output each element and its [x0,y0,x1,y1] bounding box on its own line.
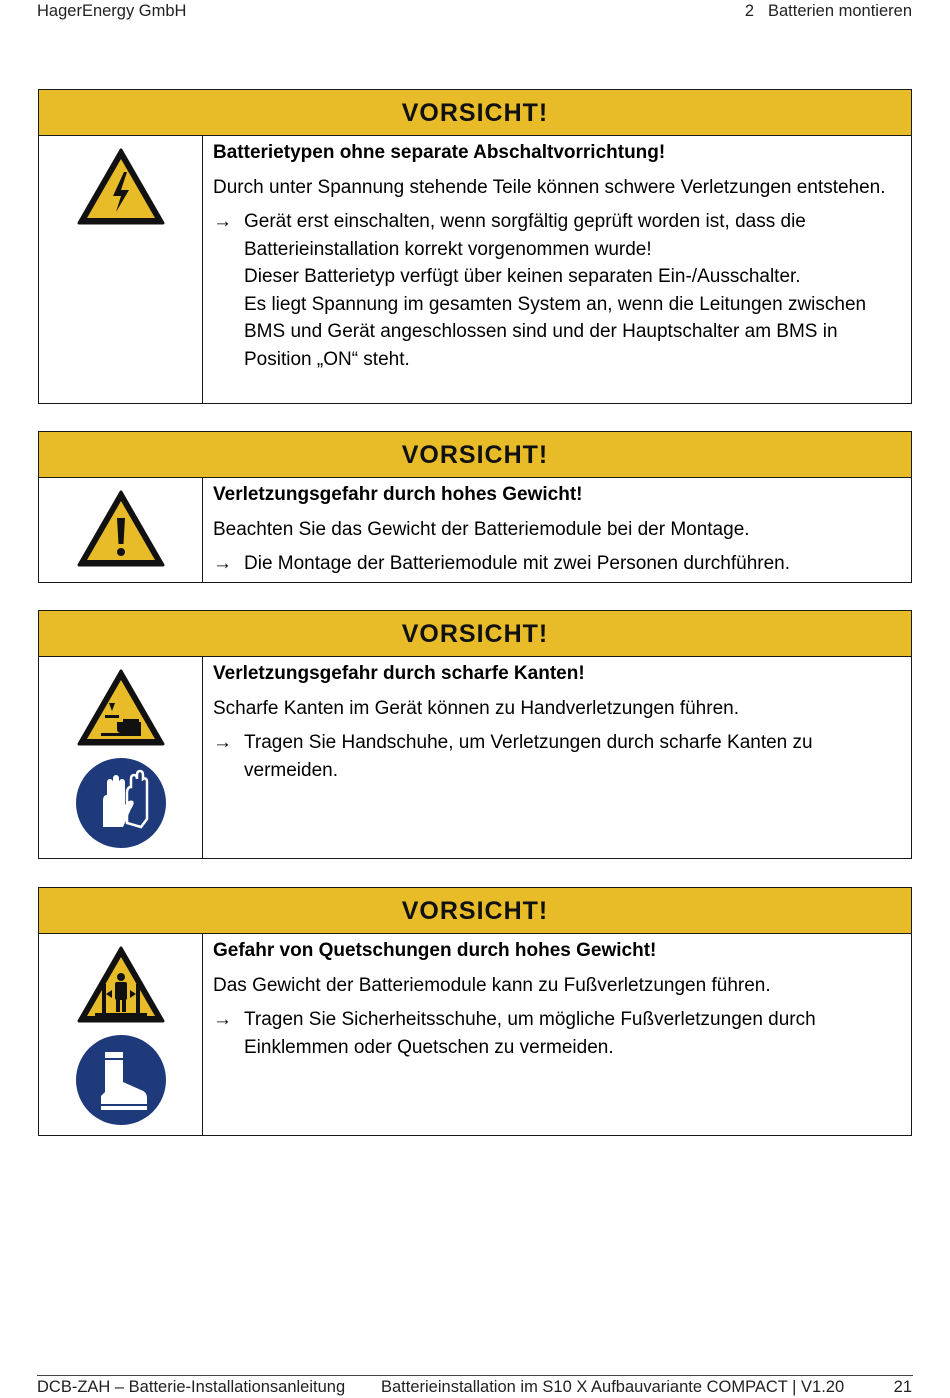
caution-title: VORSICHT! [39,888,911,934]
header-chapter [745,2,912,21]
icon-column [39,934,203,1136]
page-number: 21 [893,1378,912,1396]
high-voltage-warning-icon [75,146,167,226]
warning-description: Beachten Sie das Gewicht der Batteriemodule bei der Montage. [213,518,750,540]
step-text: Tragen Sie Sicherheitsschuhe, um mögliche Fußverletzungen durch Einklemmen oder Quetschen zu vermeiden. [244,1009,816,1058]
instruction-step [213,1006,901,1061]
warning-heading: Batterietypen ohne separate Abschaltvorrichtung! [213,142,666,163]
step-text: Tragen Sie Handschuhe, um Verletzungen durch scharfe Kanten zu vermeiden. [244,732,813,781]
header-company: HagerEnergy GmbH [37,2,187,20]
footer-doc-id: DCB-ZAH – Batterie-Installationsanleitung [37,1378,346,1396]
caution-box-crushing [38,887,912,1136]
general-warning-icon [75,488,167,568]
warning-description: Scharfe Kanten im Gerät können zu Handverletzungen führen. [213,697,739,719]
icon-column [39,136,203,404]
arrow-icon: → [213,553,232,574]
chapter-title: Batterien montieren [768,2,912,20]
wear-safety-shoes-icon [75,1034,167,1126]
wear-gloves-icon [75,757,167,849]
crushing-warning-icon [75,944,167,1024]
instruction-step [213,729,901,784]
step-text: Dieser Batterietyp verfügt über keinen separaten Ein-/Ausschalter. [244,266,801,287]
warning-heading: Verletzungsgefahr durch hohes Gewicht! [213,484,583,505]
arrow-icon: → [213,211,232,232]
warning-description: Durch unter Spannung stehende Teile können schwere Verletzungen entstehen. [213,176,886,198]
warning-heading: Verletzungsgefahr durch scharfe Kanten! [213,663,585,684]
step-text: Die Montage der Batteriemodule mit zwei Personen durchführen. [244,553,791,574]
caution-title: VORSICHT! [39,432,911,478]
warning-description: Das Gewicht der Batteriemodule kann zu Fußverletzungen führen. [213,974,771,996]
icon-column [39,657,203,859]
arrow-icon: → [213,1009,232,1030]
footer-doc-title: Batterieinstallation im S10 X Aufbauvariante COMPACT | V1.20 [381,1378,845,1396]
instruction-step [213,550,901,578]
warning-heading: Gefahr von Quetschungen durch hohes Gewicht! [213,940,657,961]
caution-title: VORSICHT! [39,90,911,136]
caution-box-voltage [38,89,912,404]
instruction-step [213,208,901,373]
chapter-number: 2 [744,2,754,20]
step-text: Gerät erst einschalten, wenn sorgfältig geprüft worden ist, dass die Batterieinstallation korrekt vorgenommen wurde! [244,211,806,260]
hand-injury-warning-icon [75,667,167,747]
caution-box-weight [38,431,912,583]
caution-title: VORSICHT! [39,611,911,657]
footer-divider [37,1375,913,1376]
icon-column [39,478,203,583]
step-text: Es liegt Spannung im gesamten System an, wenn die Leitungen zwischen BMS und Gerät angeschlossen sind und der Hauptschalter am BMS in Position „ON“ steht. [244,293,867,370]
arrow-icon: → [213,732,232,753]
caution-box-sharp-edges [38,610,912,859]
